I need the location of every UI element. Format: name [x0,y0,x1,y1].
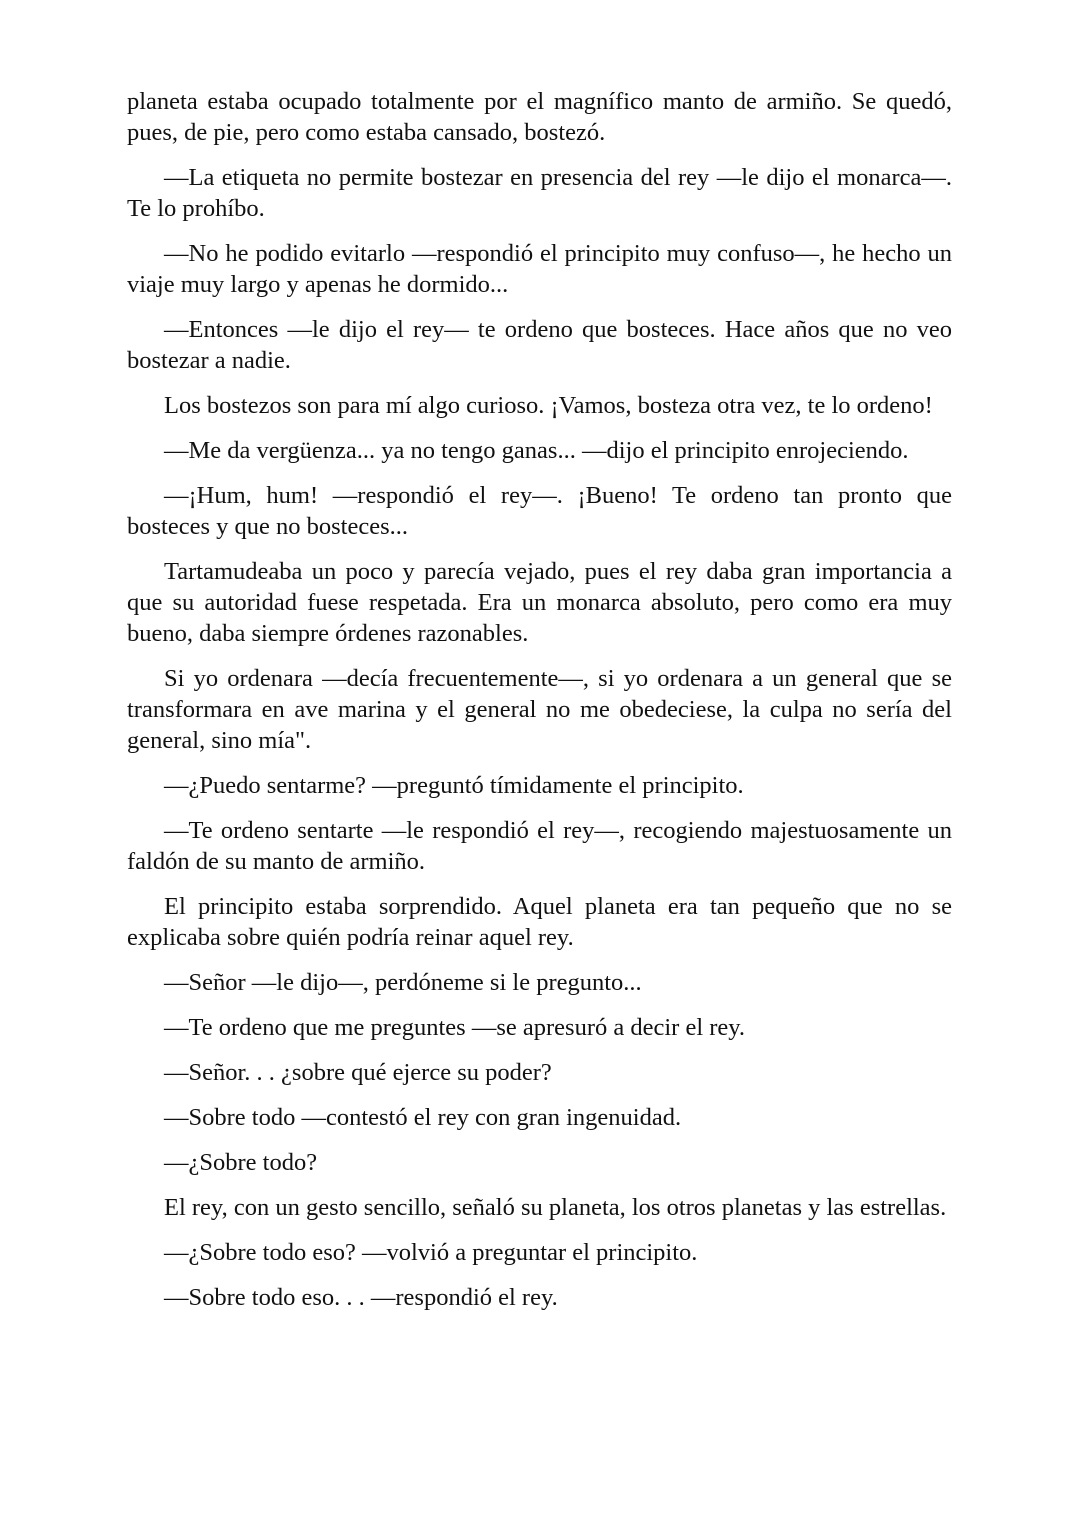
document-page [127,86,952,1327]
paragraph: —Te ordeno sentarte —le respondió el rey—, recogiendo majestuosamente un faldón de su manto de armiño. [127,817,952,875]
paragraph: —¿Puedo sentarme? —preguntó tímidamente el principito. [164,772,744,799]
paragraph: —Sobre todo —contestó el rey con gran ingenuidad. [164,1104,682,1131]
paragraph: —No he podido evitarlo —respondió el principito muy confuso—, he hecho un viaje muy largo y apenas he dormido... [127,240,952,298]
paragraph: El rey, con un gesto sencillo, señaló su planeta, los otros planetas y las estrellas. [164,1194,947,1221]
paragraph: —Te ordeno que me preguntes —se apresuró a decir el rey. [164,1014,746,1041]
paragraph: —Me da vergüenza... ya no tengo ganas... —dijo el principito enrojeciendo. [164,437,909,464]
paragraph: —¿Sobre todo? [164,1149,318,1176]
paragraph: —Sobre todo eso. . . —respondió el rey. [164,1284,558,1311]
paragraph: —Señor. . . ¿sobre qué ejerce su poder? [164,1059,552,1086]
paragraph: Si yo ordenara —decía frecuentemente—, si yo ordenara a un general que se transformara en ave marina y el general no me obedeciese, la culpa no sería del general, sino mía". [127,665,952,754]
paragraph: —¿Sobre todo eso? —volvió a preguntar el principito. [164,1239,698,1266]
paragraph: Tartamudeaba un poco y parecía vejado, pues el rey daba gran importancia a que su autoridad fuese respetada. Era un monarca absoluto, pero como era muy bueno, daba siempre órdenes razonables. [127,558,952,647]
paragraph: —Entonces —le dijo el rey— te ordeno que bosteces. Hace años que no veo bostezar a nadie. [127,316,952,374]
paragraph: Los bostezos son para mí algo curioso. ¡Vamos, bosteza otra vez, te lo ordeno! [164,392,933,419]
paragraph: —La etiqueta no permite bostezar en presencia del rey —le dijo el monarca—. Te lo prohíbo. [127,164,952,222]
paragraph: —Señor —le dijo—, perdóneme si le pregunto... [164,969,642,996]
paragraph: planeta estaba ocupado totalmente por el magnífico manto de armiño. Se quedó, pues, de pie, pero como estaba cansado, bostezó. [127,88,952,146]
paragraph: —¡Hum, hum! —respondió el rey—. ¡Bueno! Te ordeno tan pronto que bosteces y que no bosteces... [127,482,952,540]
paragraph: El principito estaba sorprendido. Aquel planeta era tan pequeño que no se explicaba sobre quién podría reinar aquel rey. [127,893,952,951]
